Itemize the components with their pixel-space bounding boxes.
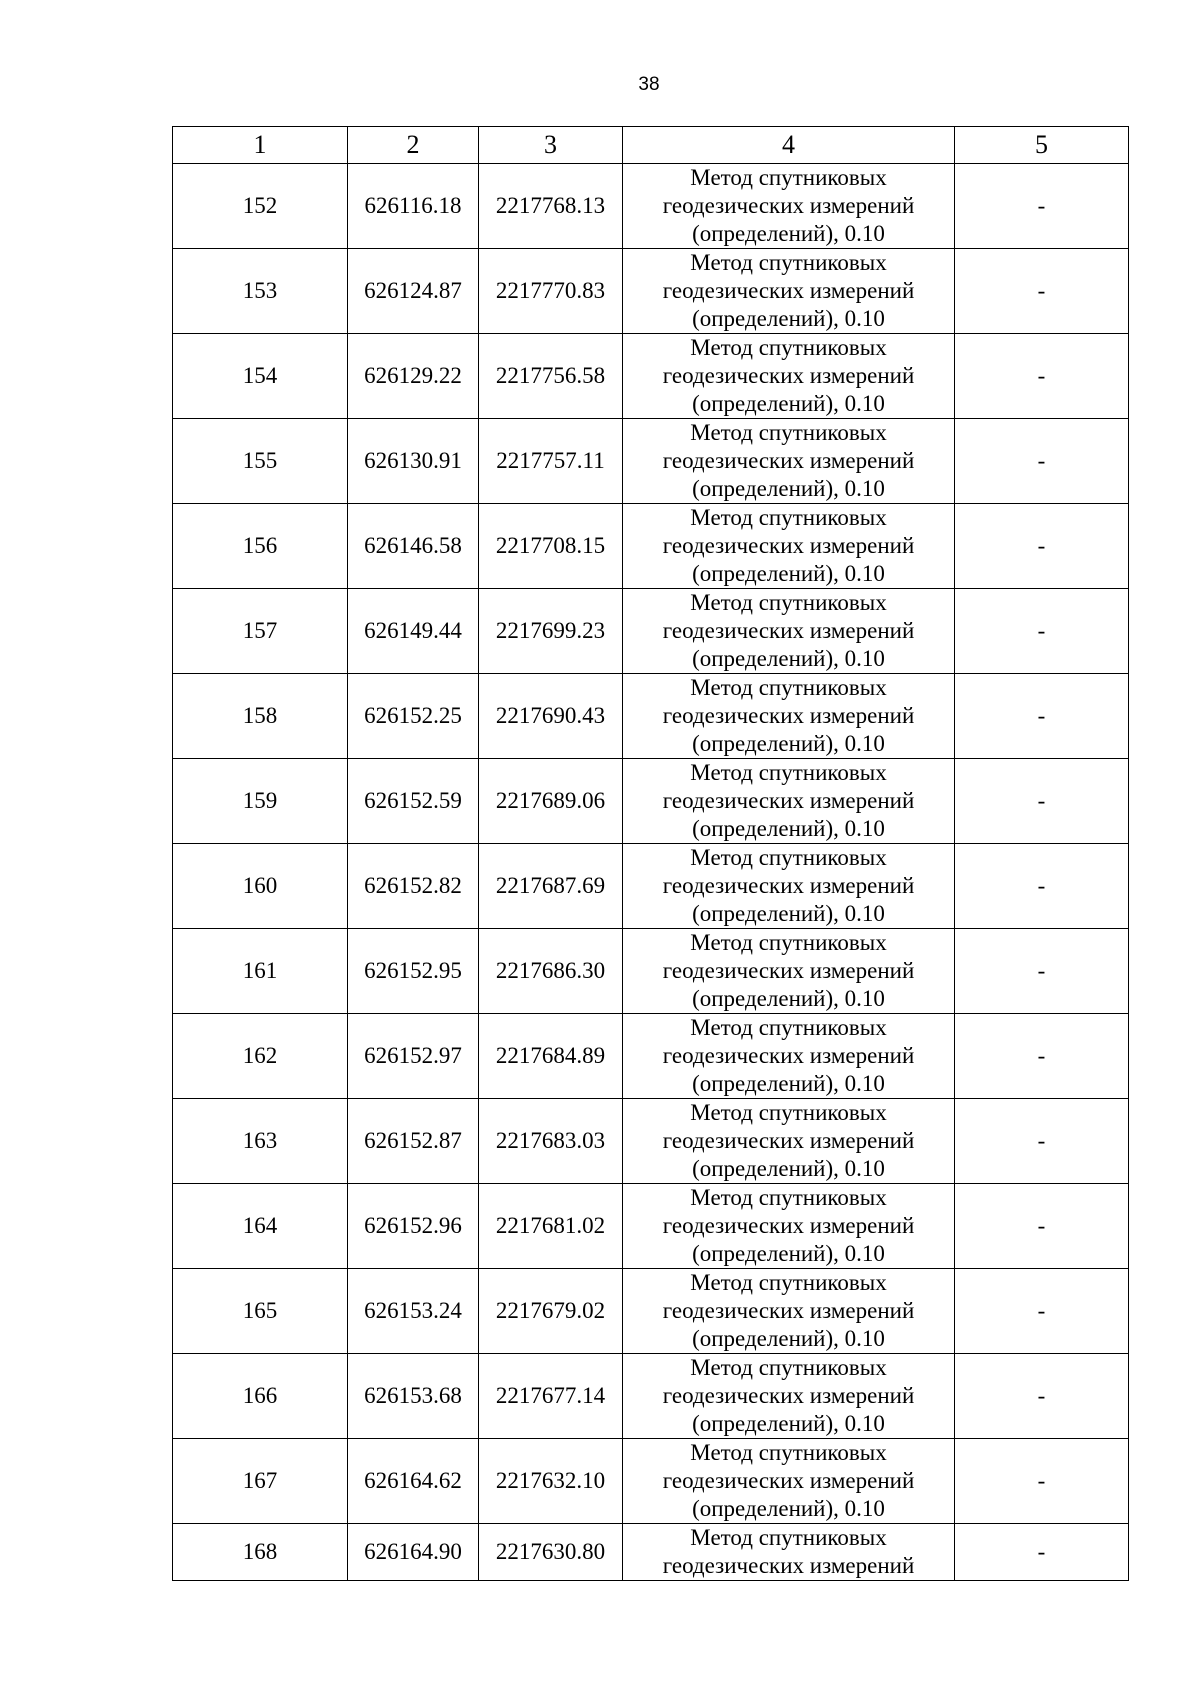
method-line: геодезических измерений bbox=[662, 1043, 915, 1068]
method-cell bbox=[623, 419, 955, 504]
y-coordinate-cell: 2217768.13 bbox=[479, 164, 623, 249]
point-number-cell: 163 bbox=[173, 1099, 348, 1184]
y-coordinate-cell: 2217681.02 bbox=[479, 1184, 623, 1269]
method-line: (определений), 0.10 bbox=[692, 476, 885, 501]
method-line: (определений), 0.10 bbox=[692, 646, 885, 671]
page-number: 38 bbox=[638, 74, 660, 95]
y-coordinate-cell: 2217687.69 bbox=[479, 844, 623, 929]
method-line: геодезических измерений bbox=[662, 703, 915, 728]
note-cell: - bbox=[955, 419, 1129, 504]
method-line: (определений), 0.10 bbox=[692, 1326, 885, 1351]
method-line: Метод спутниковых bbox=[690, 335, 887, 360]
method-line: Метод спутниковых bbox=[690, 1185, 887, 1210]
x-coordinate-cell: 626164.62 bbox=[348, 1439, 479, 1524]
y-coordinate-cell: 2217699.23 bbox=[479, 589, 623, 674]
method-line: Метод спутниковых bbox=[690, 845, 887, 870]
method-line: геодезических измерений bbox=[662, 448, 915, 473]
method-line: геодезических измерений bbox=[662, 363, 915, 388]
y-coordinate-cell: 2217690.43 bbox=[479, 674, 623, 759]
method-line: (определений), 0.10 bbox=[692, 1156, 885, 1181]
y-coordinate-cell: 2217689.06 bbox=[479, 759, 623, 844]
x-coordinate-cell: 626152.82 bbox=[348, 844, 479, 929]
point-number-cell: 158 bbox=[173, 674, 348, 759]
method-line: (определений), 0.10 bbox=[692, 561, 885, 586]
table-row bbox=[173, 929, 1129, 1014]
method-cell bbox=[623, 844, 955, 929]
point-number-cell: 161 bbox=[173, 929, 348, 1014]
note-cell: - bbox=[955, 1014, 1129, 1099]
note-cell: - bbox=[955, 249, 1129, 334]
method-line: Метод спутниковых bbox=[690, 165, 887, 190]
point-number-cell: 166 bbox=[173, 1354, 348, 1439]
point-number-cell: 156 bbox=[173, 504, 348, 589]
header-cell-1: 1 bbox=[173, 127, 348, 164]
point-number-cell: 155 bbox=[173, 419, 348, 504]
table-row bbox=[173, 1269, 1129, 1354]
x-coordinate-cell: 626153.68 bbox=[348, 1354, 479, 1439]
method-cell bbox=[623, 929, 955, 1014]
method-text bbox=[623, 1354, 954, 1438]
method-line: геодезических измерений bbox=[662, 1383, 915, 1408]
method-text bbox=[623, 249, 954, 333]
method-line: Метод спутниковых bbox=[690, 1355, 887, 1380]
table-row bbox=[173, 164, 1129, 249]
method-line: геодезических измерений bbox=[662, 1213, 915, 1238]
method-line: Метод спутниковых bbox=[690, 250, 887, 275]
x-coordinate-cell: 626152.95 bbox=[348, 929, 479, 1014]
note-cell: - bbox=[955, 1354, 1129, 1439]
header-row bbox=[173, 127, 1129, 164]
method-line: Метод спутниковых bbox=[690, 930, 887, 955]
point-number-cell: 152 bbox=[173, 164, 348, 249]
point-number-cell: 165 bbox=[173, 1269, 348, 1354]
method-line: Метод спутниковых bbox=[690, 1015, 887, 1040]
note-cell: - bbox=[955, 1524, 1129, 1581]
method-text bbox=[623, 1524, 954, 1580]
method-line: (определений), 0.10 bbox=[692, 1496, 885, 1521]
note-cell: - bbox=[955, 504, 1129, 589]
table-row bbox=[173, 419, 1129, 504]
method-line: геодезических измерений bbox=[662, 958, 915, 983]
y-coordinate-cell: 2217683.03 bbox=[479, 1099, 623, 1184]
method-line: (определений), 0.10 bbox=[692, 306, 885, 331]
method-line: геодезических измерений bbox=[662, 278, 915, 303]
method-line: Метод спутниковых bbox=[690, 1525, 887, 1550]
method-cell bbox=[623, 1439, 955, 1524]
method-text bbox=[623, 504, 954, 588]
x-coordinate-cell: 626153.24 bbox=[348, 1269, 479, 1354]
y-coordinate-cell: 2217677.14 bbox=[479, 1354, 623, 1439]
table-row bbox=[173, 249, 1129, 334]
y-coordinate-cell: 2217757.11 bbox=[479, 419, 623, 504]
x-coordinate-cell: 626130.91 bbox=[348, 419, 479, 504]
method-text bbox=[623, 334, 954, 418]
method-cell bbox=[623, 759, 955, 844]
x-coordinate-cell: 626152.25 bbox=[348, 674, 479, 759]
method-line: Метод спутниковых bbox=[690, 1270, 887, 1295]
method-cell bbox=[623, 589, 955, 674]
table-row bbox=[173, 1439, 1129, 1524]
method-line: Метод спутниковых bbox=[690, 1100, 887, 1125]
method-line: Метод спутниковых bbox=[690, 675, 887, 700]
method-line: геодезических измерений bbox=[662, 873, 915, 898]
method-cell bbox=[623, 1269, 955, 1354]
method-line: геодезических измерений bbox=[662, 533, 915, 558]
point-number-cell: 154 bbox=[173, 334, 348, 419]
method-cell bbox=[623, 674, 955, 759]
y-coordinate-cell: 2217770.83 bbox=[479, 249, 623, 334]
table-row bbox=[173, 589, 1129, 674]
x-coordinate-cell: 626152.97 bbox=[348, 1014, 479, 1099]
method-line: (определений), 0.10 bbox=[692, 1411, 885, 1436]
method-line: Метод спутниковых bbox=[690, 420, 887, 445]
method-line: (определений), 0.10 bbox=[692, 816, 885, 841]
note-cell: - bbox=[955, 929, 1129, 1014]
method-line: (определений), 0.10 bbox=[692, 731, 885, 756]
y-coordinate-cell: 2217756.58 bbox=[479, 334, 623, 419]
note-cell: - bbox=[955, 1184, 1129, 1269]
header-cell-5: 5 bbox=[955, 127, 1129, 164]
table-row bbox=[173, 1099, 1129, 1184]
method-line: геодезических измерений bbox=[662, 618, 915, 643]
note-cell: - bbox=[955, 674, 1129, 759]
header-cell-2: 2 bbox=[348, 127, 479, 164]
point-number-cell: 168 bbox=[173, 1524, 348, 1581]
method-line: (определений), 0.10 bbox=[692, 901, 885, 926]
note-cell: - bbox=[955, 1099, 1129, 1184]
method-line: (определений), 0.10 bbox=[692, 221, 885, 246]
method-text bbox=[623, 1269, 954, 1353]
method-cell bbox=[623, 1354, 955, 1439]
method-line: геодезических измерений bbox=[662, 788, 915, 813]
method-line: Метод спутниковых bbox=[690, 505, 887, 530]
method-line: геодезических измерений bbox=[662, 193, 915, 218]
method-line: Метод спутниковых bbox=[690, 1440, 887, 1465]
method-line: геодезических измерений bbox=[662, 1553, 915, 1578]
method-text bbox=[623, 419, 954, 503]
method-line: геодезических измерений bbox=[662, 1468, 915, 1493]
method-text bbox=[623, 1099, 954, 1183]
table-row bbox=[173, 1354, 1129, 1439]
method-line: геодезических измерений bbox=[662, 1298, 915, 1323]
note-cell: - bbox=[955, 844, 1129, 929]
header-cell-3: 3 bbox=[479, 127, 623, 164]
table-header bbox=[173, 127, 1129, 164]
table-row bbox=[173, 844, 1129, 929]
method-text bbox=[623, 1014, 954, 1098]
method-line: Метод спутниковых bbox=[690, 760, 887, 785]
x-coordinate-cell: 626129.22 bbox=[348, 334, 479, 419]
table-row bbox=[173, 334, 1129, 419]
y-coordinate-cell: 2217684.89 bbox=[479, 1014, 623, 1099]
point-number-cell: 157 bbox=[173, 589, 348, 674]
point-number-cell: 159 bbox=[173, 759, 348, 844]
method-cell bbox=[623, 1099, 955, 1184]
x-coordinate-cell: 626116.18 bbox=[348, 164, 479, 249]
coordinates-table bbox=[172, 126, 1129, 1581]
note-cell: - bbox=[955, 589, 1129, 674]
method-cell bbox=[623, 1184, 955, 1269]
table-row bbox=[173, 504, 1129, 589]
method-text bbox=[623, 844, 954, 928]
x-coordinate-cell: 626146.58 bbox=[348, 504, 479, 589]
note-cell: - bbox=[955, 759, 1129, 844]
table-row bbox=[173, 1524, 1129, 1581]
x-coordinate-cell: 626164.90 bbox=[348, 1524, 479, 1581]
note-cell: - bbox=[955, 164, 1129, 249]
table-row bbox=[173, 1014, 1129, 1099]
table-body bbox=[173, 164, 1129, 1581]
point-number-cell: 164 bbox=[173, 1184, 348, 1269]
table-row bbox=[173, 674, 1129, 759]
note-cell: - bbox=[955, 1439, 1129, 1524]
x-coordinate-cell: 626152.96 bbox=[348, 1184, 479, 1269]
point-number-cell: 160 bbox=[173, 844, 348, 929]
method-cell bbox=[623, 1014, 955, 1099]
method-cell bbox=[623, 164, 955, 249]
method-cell bbox=[623, 1524, 955, 1581]
method-cell bbox=[623, 334, 955, 419]
method-line: (определений), 0.10 bbox=[692, 1241, 885, 1266]
point-number-cell: 167 bbox=[173, 1439, 348, 1524]
method-text bbox=[623, 929, 954, 1013]
table-row bbox=[173, 759, 1129, 844]
table-row bbox=[173, 1184, 1129, 1269]
header-cell-4: 4 bbox=[623, 127, 955, 164]
method-cell bbox=[623, 504, 955, 589]
method-text bbox=[623, 1439, 954, 1523]
method-line: (определений), 0.10 bbox=[692, 986, 885, 1011]
x-coordinate-cell: 626124.87 bbox=[348, 249, 479, 334]
y-coordinate-cell: 2217686.30 bbox=[479, 929, 623, 1014]
method-text bbox=[623, 1184, 954, 1268]
y-coordinate-cell: 2217708.15 bbox=[479, 504, 623, 589]
method-text bbox=[623, 759, 954, 843]
x-coordinate-cell: 626152.87 bbox=[348, 1099, 479, 1184]
method-line: геодезических измерений bbox=[662, 1128, 915, 1153]
note-cell: - bbox=[955, 1269, 1129, 1354]
y-coordinate-cell: 2217679.02 bbox=[479, 1269, 623, 1354]
y-coordinate-cell: 2217630.80 bbox=[479, 1524, 623, 1581]
method-line: Метод спутниковых bbox=[690, 590, 887, 615]
x-coordinate-cell: 626152.59 bbox=[348, 759, 479, 844]
point-number-cell: 162 bbox=[173, 1014, 348, 1099]
method-cell bbox=[623, 249, 955, 334]
method-line: (определений), 0.10 bbox=[692, 1071, 885, 1096]
point-number-cell: 153 bbox=[173, 249, 348, 334]
x-coordinate-cell: 626149.44 bbox=[348, 589, 479, 674]
method-text bbox=[623, 589, 954, 673]
method-text bbox=[623, 164, 954, 248]
method-text bbox=[623, 674, 954, 758]
method-line: (определений), 0.10 bbox=[692, 391, 885, 416]
note-cell: - bbox=[955, 334, 1129, 419]
y-coordinate-cell: 2217632.10 bbox=[479, 1439, 623, 1524]
